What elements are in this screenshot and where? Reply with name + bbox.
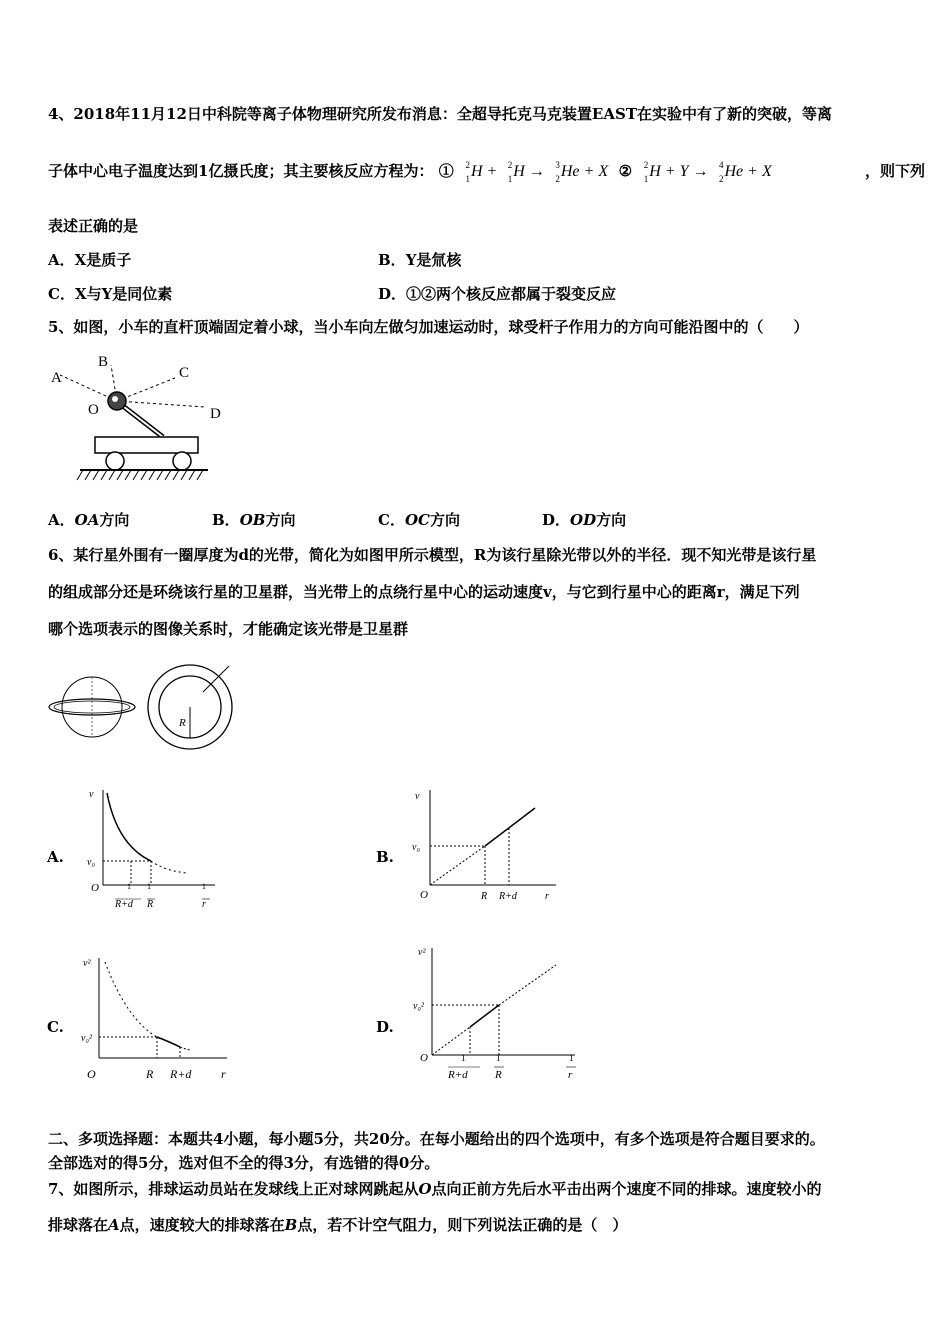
- q4-option-a: A．X是质子: [48, 251, 132, 269]
- q4-option-c: C．X与Y是同位素: [48, 285, 173, 303]
- svg-text:R: R: [481, 891, 488, 902]
- svg-text:R+d: R+d: [115, 899, 133, 910]
- q7-line2: 排球落在A点，速度较大的排球落在B点，若不计空气阻力，则下列说法正确的是（ ）: [48, 1216, 628, 1234]
- q6-line2: 的组成部分还是环绕该行星的卫星群，当光带上的点绕行星中心的运动速度v，与它到行星中心的距离r，满足下列: [48, 583, 800, 601]
- svg-text:r: r: [545, 891, 549, 902]
- svg-text:v₀²: v₀²: [81, 1033, 92, 1044]
- svg-text:R: R: [495, 1069, 502, 1081]
- q4-line2: [48, 160, 926, 185]
- svg-text:O: O: [87, 1067, 96, 1081]
- svg-text:O: O: [420, 1052, 428, 1064]
- q6-graph-c: [75, 950, 235, 1085]
- svg-text:v²: v²: [83, 958, 91, 969]
- svg-text:v: v: [89, 789, 94, 800]
- q4-option-d: D．①②两个核反应都属于裂变反应: [378, 285, 617, 303]
- q4-line2-prefix: 子体中心电子温度达到1亿摄氏度；其主要核反应方程为：: [48, 162, 434, 180]
- svg-text:r: r: [221, 1067, 226, 1081]
- q4-eq1-marker: ①: [438, 162, 454, 180]
- svg-text:v: v: [415, 791, 420, 802]
- q7-line1: 7、如图所示，排球运动员站在发球线上正对球网跳起从O点向正前方先后水平击出两个速度不同的排球。速度较小的: [48, 1180, 822, 1198]
- q5-label-c: C: [179, 365, 190, 381]
- section2-line1: 二、多项选择题：本题共4小题，每小题5分，共20分。在每小题给出的四个选项中，有多个选项是符合题目要求的。: [48, 1130, 825, 1148]
- q6-graph-a: [85, 785, 225, 915]
- q5-stem: 5、如图，小车的直杆顶端固定着小球，当小车向左做匀加速运动时，球受杆子作用力的方向可能沿图中的（ ）: [48, 318, 809, 336]
- svg-text:R: R: [147, 899, 154, 910]
- q4-equation-1: 2 1 H + 2 1 H → 3 2 He + X: [465, 160, 609, 185]
- q5-cart-figure: [45, 345, 245, 495]
- q4-eq2-marker: ②: [618, 162, 633, 180]
- svg-text:v₀²: v₀²: [413, 1001, 424, 1012]
- q6-ring-label: R: [179, 717, 186, 729]
- svg-text:v²: v²: [418, 947, 426, 958]
- svg-text:1: 1: [496, 1053, 501, 1063]
- svg-text:r: r: [568, 1069, 573, 1081]
- q6-line1: 6、某行星外围有一圈厚度为d的光带，简化为如图甲所示模型，R为该行星除光带以外的半径．现不知光带是该行星: [48, 546, 817, 564]
- q6-line3: 哪个选项表示的图像关系时，才能确定该光带是卫星群: [48, 620, 409, 638]
- q6-graph-a-letter: A.: [47, 848, 64, 866]
- svg-text:1: 1: [202, 882, 206, 891]
- q6-graph-b-letter: B.: [376, 848, 394, 866]
- q4-line3: 表述正确的是: [48, 217, 139, 235]
- svg-text:1: 1: [127, 882, 131, 891]
- q5-label-d: D: [210, 406, 221, 422]
- svg-text:v₀: v₀: [87, 857, 95, 868]
- q4-option-b: B．Y是氚核: [378, 251, 462, 269]
- q5-label-b: B: [98, 354, 109, 370]
- q6-graph-c-letter: C.: [47, 1018, 64, 1036]
- svg-text:1: 1: [147, 882, 151, 891]
- q5-option-a: A．OA方向: [48, 511, 130, 529]
- q4-equation-2: 2 1 H + Y → 4 2 He + X: [643, 160, 772, 185]
- svg-text:O: O: [91, 882, 99, 894]
- svg-text:1: 1: [461, 1053, 466, 1063]
- q6-graph-b: [408, 785, 568, 910]
- svg-text:v₀: v₀: [412, 842, 420, 853]
- q5-label-o: O: [88, 402, 99, 418]
- q4-line1: 4、2018年11月12日中科院等离子体物理研究所发布消息：全超导托克马克装置EAST在实验中有了新的突破，等离: [48, 105, 833, 123]
- svg-text:R+d: R+d: [170, 1067, 192, 1081]
- svg-text:O: O: [420, 889, 428, 901]
- q6-graph-d: [410, 945, 585, 1085]
- q4-line2-suffix: ，则下列: [865, 162, 926, 180]
- svg-text:r: r: [202, 899, 206, 910]
- q6-planet-figure: [45, 662, 245, 762]
- q5-option-b: B．OB方向: [212, 511, 296, 529]
- q5-label-a: A: [51, 370, 62, 386]
- svg-text:R+d: R+d: [499, 891, 517, 902]
- q6-graph-d-letter: D.: [376, 1018, 394, 1036]
- svg-text:R+d: R+d: [448, 1069, 468, 1081]
- q5-option-c: C．OC方向: [378, 511, 460, 529]
- q5-option-d: D．OD方向: [542, 511, 627, 529]
- section2-line2: 全部选对的得5分，选对但不全的得3分，有选错的得0分。: [48, 1154, 440, 1172]
- svg-text:1: 1: [569, 1053, 574, 1063]
- svg-text:R: R: [146, 1067, 154, 1081]
